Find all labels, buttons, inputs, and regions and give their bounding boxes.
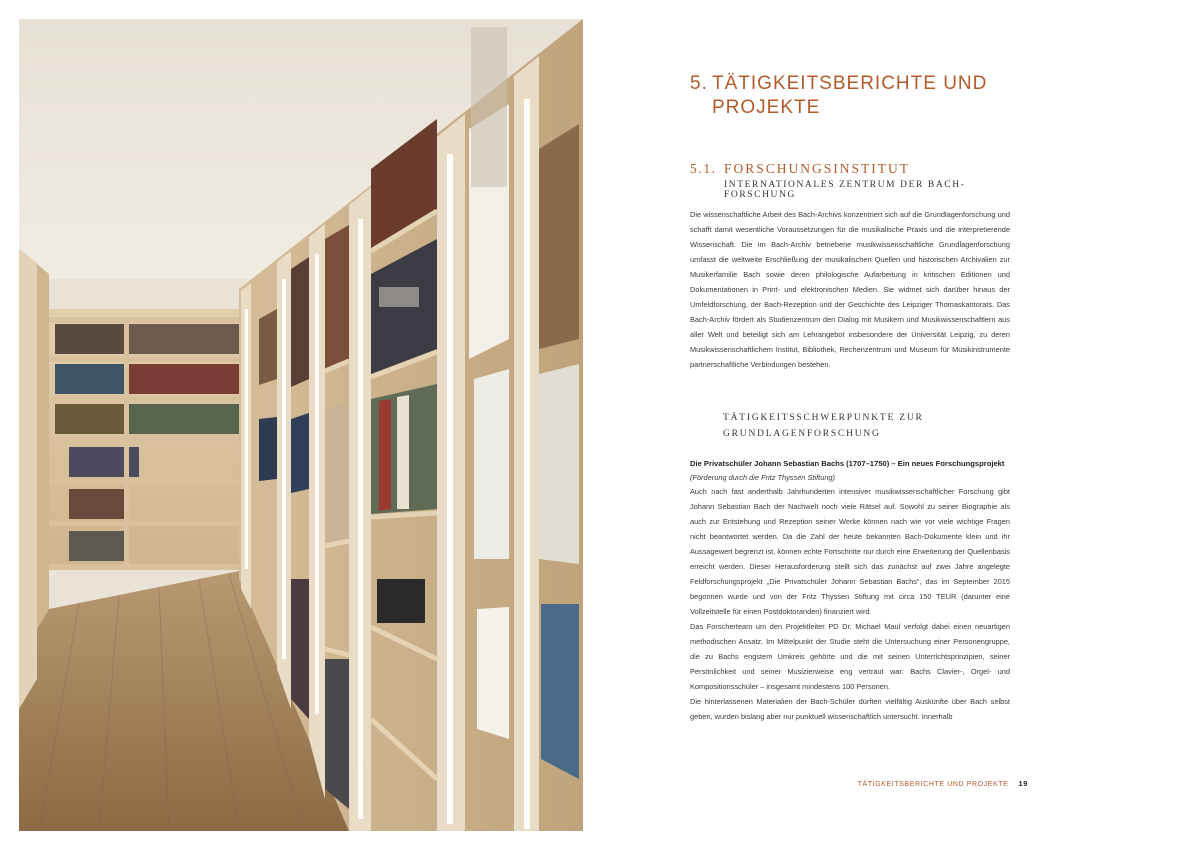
subheading-line2: GRUNDLAGENFORSCHUNG bbox=[723, 429, 881, 439]
section-number: 5.1. bbox=[690, 161, 717, 176]
chapter-number: 5. bbox=[690, 73, 708, 94]
running-title: TÄTIGKEITSBERICHTE UND PROJEKTE bbox=[857, 781, 1009, 788]
page-number: 19 bbox=[1018, 779, 1028, 788]
chapter-title-line1: TÄTIGKEITSBERICHTE UND bbox=[712, 73, 988, 94]
project-body bbox=[690, 484, 1010, 724]
library-photo bbox=[19, 19, 583, 831]
text-page bbox=[690, 0, 1020, 849]
section-heading bbox=[690, 160, 1020, 200]
project-paragraph: Das Forscherteam um den Projektleiter PD Dr. Michael Maul verfolgt dabei einen neuartigen methodischen Ansatz. Im Mittelpunkt der Studie steht die Untersuchung einer Personengruppe, die zu Bachs engstem Umkreis gehörte und die mit seinen Unterrichtsprinzipien, seiner Persönlichkeit und seiner Musizierweise eng vertraut war: Bachs Clavier-, Orgel- und Kompositionsschüler – insgesamt mindestens 100 Personen. bbox=[690, 622, 1010, 691]
section-subtitle: INTERNATIONALES ZENTRUM DER BACH-FORSCHUNG bbox=[724, 180, 966, 200]
project-funding-note: (Förderung durch die Fritz Thyssen Stiftung) bbox=[690, 473, 835, 482]
chapter-title-line2: PROJEKTE bbox=[712, 97, 821, 118]
project-paragraph: Auch nach fast anderthalb Jahrhunderten intensiver musikwissenschaftlicher Forschung gibt Johann Sebastian Bach der Nachwelt noch viele Rätsel auf. Sowohl zu seiner Biographie als auch zur Entstehung und Rezeption seiner Werke können nach wie vor viele wichtige Fragen nicht beantwortet werden. Da die Zahl der heute bekannten Bach-Dokumente klein und ihr Aussagewert begrenzt ist, können echte Fortschritte nur durch eine Erweiterung der Quellenbasis erreicht werden. Dieser Herausforderung stellt sich das zunächst auf zwei Jahre angelegte Feldforschungsprojekt „Die Privatschüler Johann Sebastian Bachs“, das im September 2015 begonnen wurde und von der Fritz Thyssen Stiftung mit circa 150 TEUR (darunter eine Vollzeitstelle für einen Postdoktoranden) finanziert wird. bbox=[690, 487, 1010, 616]
project-paragraph: Die hinterlassenen Materialien der Bach-Schüler dürften vielfältig Auskünfte über Bach selbst geben, wurden bislang aber nur punktuell wissenschaftlich untersucht. Innerhalb bbox=[690, 697, 1010, 721]
intro-paragraph: Die wissenschaftliche Arbeit des Bach-Archivs konzentriert sich auf die Grundlagenforschung und schafft damit wesentliche Voraussetzungen für die musikalische Praxis und die interpretierende Wissenschaft. Die im Bach-Archiv betriebene musikwissenschaftliche Grundlagenforschung umfasst die weltweite Erschließung der musikalischen Quellen und historischen Archivalien zur Musikerfamilie Bach sowie deren philologische Aufarbeitung in kritischen Editionen und Dokumentationen in Print- und elektronischen Medien. Sie widmet sich darüber hinaus der Umfeldforschung, der Bach-Rezeption und der Geschichte des Leipziger Thomaskantorats. Das Bach-Archiv fördert als Studienzentrum den Dialog mit Musikern und Musikwissenschaftlern aus aller Welt und beteiligt sich am Lehrangebot insbesondere der Universität Leipzig, zu deren Musikwissenschaftlichem Institut, Bibliothek, Rechenzentrum und Museum für Musikinstrumente partnerschaftliche Verbindungen bestehen. bbox=[690, 210, 1010, 369]
subheading-line1: TÄTIGKEITSSCHWERPUNKTE ZUR bbox=[723, 413, 924, 423]
chapter-title bbox=[690, 72, 1020, 120]
library-shelves-image bbox=[19, 19, 583, 831]
project-title: Die Privatschüler Johann Sebastian Bachs (1707–1750) – Ein neues Forschungsprojekt bbox=[690, 459, 1005, 468]
page-footer bbox=[690, 779, 1028, 788]
subheading bbox=[723, 410, 1003, 442]
section-title: FORSCHUNGSINSTITUT bbox=[724, 161, 911, 176]
